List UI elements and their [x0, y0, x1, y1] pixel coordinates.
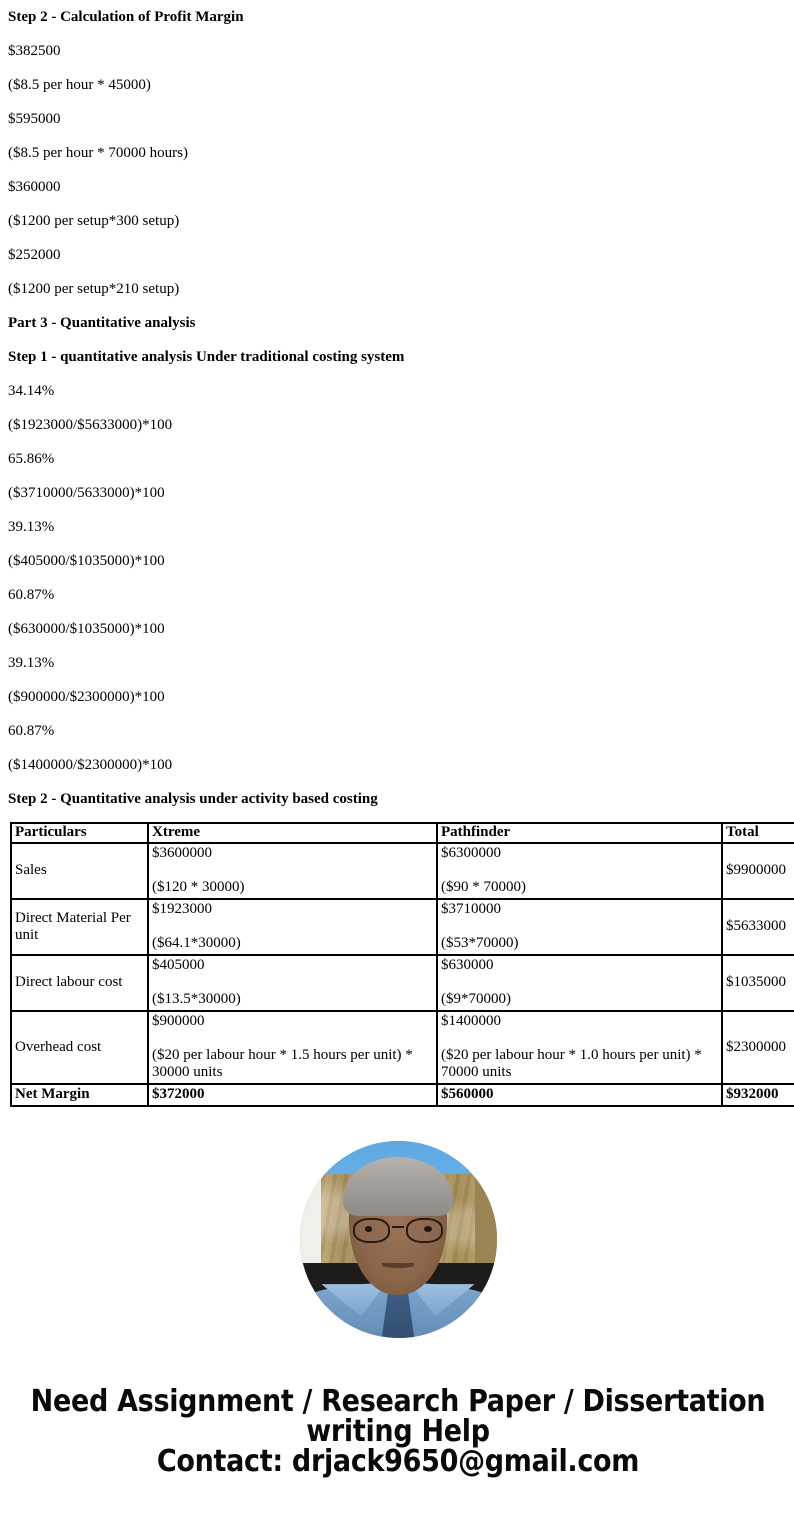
cell-particulars: Sales: [11, 843, 148, 899]
avatar-collar-left: [321, 1284, 385, 1316]
avatar-background-panel-left: [300, 1174, 322, 1269]
cell-value: $900000: [152, 1013, 205, 1029]
text-line: ($8.5 per hour * 45000): [8, 77, 151, 93]
avatar-background-panel-right: [475, 1174, 497, 1269]
text-line: ($1923000/$5633000)*100: [8, 417, 173, 433]
avatar-eye-left: [365, 1226, 373, 1232]
cell-value: $630000: [441, 957, 494, 973]
costing-table-wrapper: [8, 816, 788, 1107]
table-row: [11, 899, 794, 955]
table-row: [11, 843, 794, 899]
avatar-eye-right: [424, 1226, 432, 1232]
text-line: 34.14%: [8, 383, 55, 399]
cell-value: $6300000: [441, 845, 501, 861]
table-header-xtreme: Xtreme: [148, 823, 437, 843]
cell-pathfinder: [437, 899, 722, 955]
avatar-eyeglass-bridge: [392, 1226, 404, 1228]
text-line: ($1400000/$2300000)*100: [8, 757, 173, 773]
section-heading-step2-abc: Step 2 - Quantitative analysis under activity based costing: [8, 791, 378, 807]
cell-formula: ($120 * 30000): [152, 879, 245, 895]
promo-line-1: Need Assignment / Research Paper / Dissertation: [30, 1384, 766, 1419]
cell-pathfinder: [437, 843, 722, 899]
avatar-mouth: [382, 1263, 414, 1268]
cell-xtreme: [148, 955, 437, 1011]
text-line: ($1200 per setup*300 setup): [8, 213, 180, 229]
cell-value: $405000: [152, 957, 205, 973]
text-line: 60.87%: [8, 723, 55, 739]
table-header-particulars: Particulars: [11, 823, 148, 843]
table-header-total: Total: [722, 823, 794, 843]
table-header-pathfinder: Pathfinder: [437, 823, 722, 843]
cell-xtreme: [148, 843, 437, 899]
table-header-row: [11, 823, 794, 843]
cell-formula: ($9*70000): [441, 991, 511, 1007]
cell-formula: ($20 per labour hour * 1.0 hours per unit) * 70000 units: [441, 1047, 702, 1080]
text-line: 39.13%: [8, 655, 55, 671]
cell-total: $932000: [722, 1084, 794, 1106]
cell-value: $1400000: [441, 1013, 501, 1029]
text-line: ($3710000/5633000)*100: [8, 485, 165, 501]
text-line: 39.13%: [8, 519, 55, 535]
cell-pathfinder: [437, 955, 722, 1011]
cell-total: $9900000: [722, 843, 794, 899]
cell-pathfinder: [437, 1011, 722, 1084]
promo-contact-email: Contact: drjack9650@gmail.com: [156, 1444, 640, 1479]
text-line: ($8.5 per hour * 70000 hours): [8, 145, 188, 161]
text-line: 65.86%: [8, 451, 55, 467]
cell-pathfinder: $560000: [437, 1084, 722, 1106]
cell-xtreme: [148, 1011, 437, 1084]
text-line: $360000: [8, 179, 61, 195]
cell-formula: ($90 * 70000): [441, 879, 526, 895]
text-line: 60.87%: [8, 587, 55, 603]
section-heading-step2-profit-margin: Step 2 - Calculation of Profit Margin: [8, 9, 244, 25]
text-line: $252000: [8, 247, 61, 263]
promo-line-2: writing Help: [306, 1414, 490, 1449]
cell-xtreme: [148, 899, 437, 955]
cell-value: $3710000: [441, 901, 501, 917]
cell-particulars: Net Margin: [11, 1084, 148, 1106]
avatar: [300, 1141, 497, 1338]
text-line: $382500: [8, 43, 61, 59]
cell-particulars: Direct labour cost: [11, 955, 148, 1011]
cell-formula: ($64.1*30000): [152, 935, 241, 951]
cell-value: $3600000: [152, 845, 212, 861]
text-line: ($630000/$1035000)*100: [8, 621, 165, 637]
cell-value: $1923000: [152, 901, 212, 917]
cell-particulars: Direct Material Per unit: [11, 899, 148, 955]
cell-xtreme: $372000: [148, 1084, 437, 1106]
cell-total: $2300000: [722, 1011, 794, 1084]
table-row: [11, 1011, 794, 1084]
avatar-collar-right: [411, 1284, 475, 1316]
table-row: [11, 955, 794, 1011]
avatar-block: [8, 1107, 788, 1343]
text-line: ($405000/$1035000)*100: [8, 553, 165, 569]
cell-total: $1035000: [722, 955, 794, 1011]
text-line: ($1200 per setup*210 setup): [8, 281, 180, 297]
text-line: ($900000/$2300000)*100: [8, 689, 165, 705]
cell-formula: ($53*70000): [441, 935, 519, 951]
cell-formula: ($13.5*30000): [152, 991, 241, 1007]
section-heading-step1-traditional-costing: Step 1 - quantitative analysis Under traditional costing system: [8, 349, 405, 365]
costing-table: [10, 822, 794, 1107]
cell-total: $5633000: [722, 899, 794, 955]
text-line: $595000: [8, 111, 61, 127]
cell-particulars: Overhead cost: [11, 1011, 148, 1084]
cell-formula: ($20 per labour hour * 1.5 hours per unit) * 30000 units: [152, 1047, 413, 1080]
table-total-row: [11, 1084, 794, 1106]
section-heading-part3: Part 3 - Quantitative analysis: [8, 315, 196, 331]
promo-footer: [8, 1343, 788, 1477]
